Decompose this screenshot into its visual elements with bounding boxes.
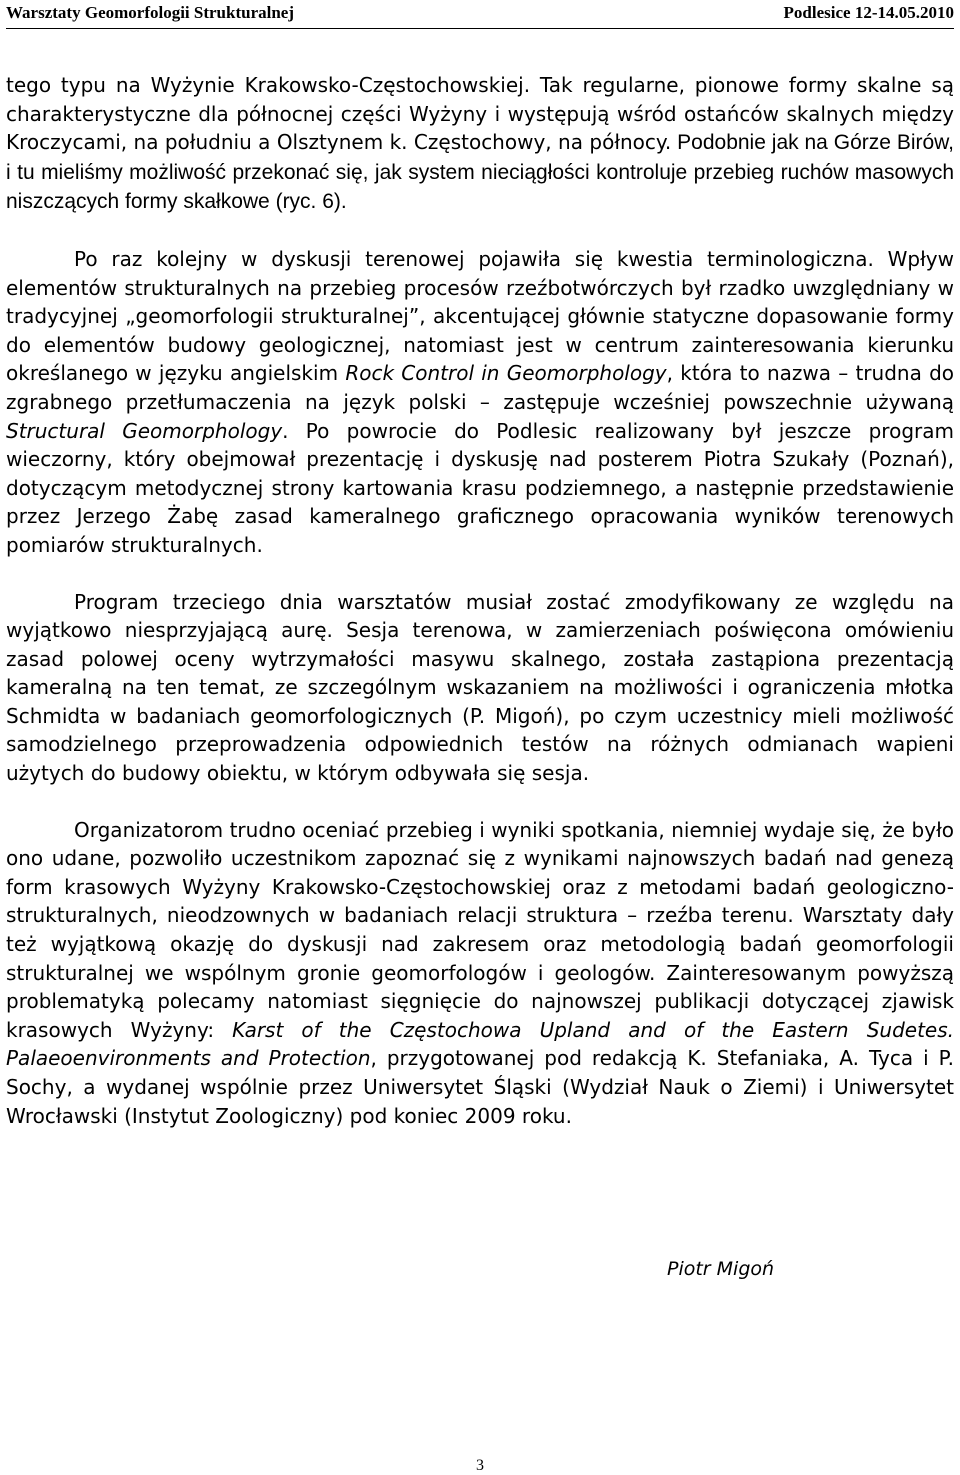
- paragraph-1: [6, 71, 954, 217]
- running-header: [6, 0, 954, 28]
- paragraph-4: [6, 816, 954, 1131]
- paragraph-2-text-c: . Po powrocie do Podlesic realizowany był jeszcze program wieczorny, który obejmował prezentację i dyskusję nad posterem Piotra Szukały (Poznań), dotyczącym metodycznej strony kartowania krasu podziemnego, a następnie przedstawienie przez Jerzego Żabę zasad kameralnego graficznego opracowania wyników terenowych pomiarów strukturalnych.: [6, 418, 954, 557]
- paragraph-2-text-a: Po raz kolejny w dyskusji terenowej pojawiła się kwestia terminologiczna. Wpływ elementów strukturalnych na przebieg procesów rzeźbotwórczych był rzadko uwzględniany w tradycyjnej „geomorfologii strukturalnej”, akcentującej głównie statyczne dopasowanie formy do elementów budowy geologicznej, natomiast jest w centrum zainteresowania kierunku określanego w języku angielskim: [6, 246, 954, 386]
- paragraph-4-text-b: , przygotowanej pod redakcją K. Stefaniaka, A. Tyca i P. Sochy, a wydanej wspólnie przez Uniwersytet Śląski (Wydział Nauk o Ziemi) i Uniwersytet Wrocławski (Instytut Zoologiczny) pod koniec 2009 roku.: [6, 1046, 954, 1128]
- page-number: 3: [476, 1457, 484, 1474]
- paragraph-3-text: Program trzeciego dnia warsztatów musiał zostać zmodyfikowany ze względu na wyjątkowo niesprzyjającą aurę. Sesja terenowa, w zamierzeniach poświęcona omówieniu zasad polowej oceny wytrzymałości masywu skalnego, została zastąpiona prezentacją kameralną na ten temat, ze szczególnym wskazaniem na możliwości i ograniczenia młotka Schmidta w badaniach geomorfologicznych (P. Migoń), po czym uczestnicy mieli możliwość samodzielnego przeprowadzenia odpowiednich testów na różnych odmianach wapieni użytych do budowy obiektu, w którym odbywała się sesja.: [6, 589, 954, 786]
- header-title: Warsztaty Geomorfologii Strukturalnej: [6, 3, 295, 22]
- paragraph-2: [6, 245, 954, 560]
- header-date: Podlesice 12-14.05.2010: [783, 3, 954, 22]
- header-rule: [6, 28, 954, 29]
- paragraph-1-text-b: Podobnie jak na Górze Birów, i tu mieliśmy możliwość przekonać się, jak system nieciągłości kontroluje przebieg ruchów masowych niszczących formy skałkowe (ryc. 6).: [6, 131, 955, 214]
- paragraph-3: [6, 588, 954, 788]
- paragraph-2-italic-1: Rock Control in Geomorphology: [345, 361, 667, 386]
- paragraph-4-text-a: Organizatorom trudno oceniać przebieg i wyniki spotkania, niemniej wydaje się, że było ono udane, pozwoliło uczestnikom zapoznać się z wynikami najnowszych badań nad genezą form krasowych Wyżyny Krakowsko-Częstochowskiej oraz z metodami badań geologiczno-strukturalnych, nieodzownych w badaniach relacji struktura – rzeźba terenu. Warsztaty dały też wyjątkową okazję do dyskusji nad zakresem oraz metodologią badań geomorfologii strukturalnej we wspólnym gronie geomorfologów i geologów. Zainteresowanym powyższą problematyką polecamy natomiast sięgnięcie do najnowszej publikacji dotyczącej zjawisk krasowych Wyżyny:: [6, 817, 954, 1042]
- paragraph-2-text-b: , która to nazwa – trudna do zgrabnego przetłumaczenia na język polski – zastępuje wcześniej powszechnie używaną: [6, 361, 955, 414]
- article-body: [6, 71, 954, 1130]
- paragraph-1-text-a: tego typu na Wyżynie Krakowsko-Częstochowskiej. Tak regularne, pionowe formy skalne są charakterystyczne dla północnej części Wyżyny i występują wśród ostańców skalnych między Kroczycami, na południu a Olsztynem k. Częstochowy, na północy.: [6, 73, 954, 155]
- paragraph-4-italic-title: Karst of the Częstochowa Upland and of the Eastern Sudetes. Palaeoenvironments and Protection: [6, 1017, 954, 1071]
- author-signature: Piotr Migoń: [667, 1258, 775, 1280]
- paragraph-2-italic-2: Structural Geomorphology: [6, 418, 283, 443]
